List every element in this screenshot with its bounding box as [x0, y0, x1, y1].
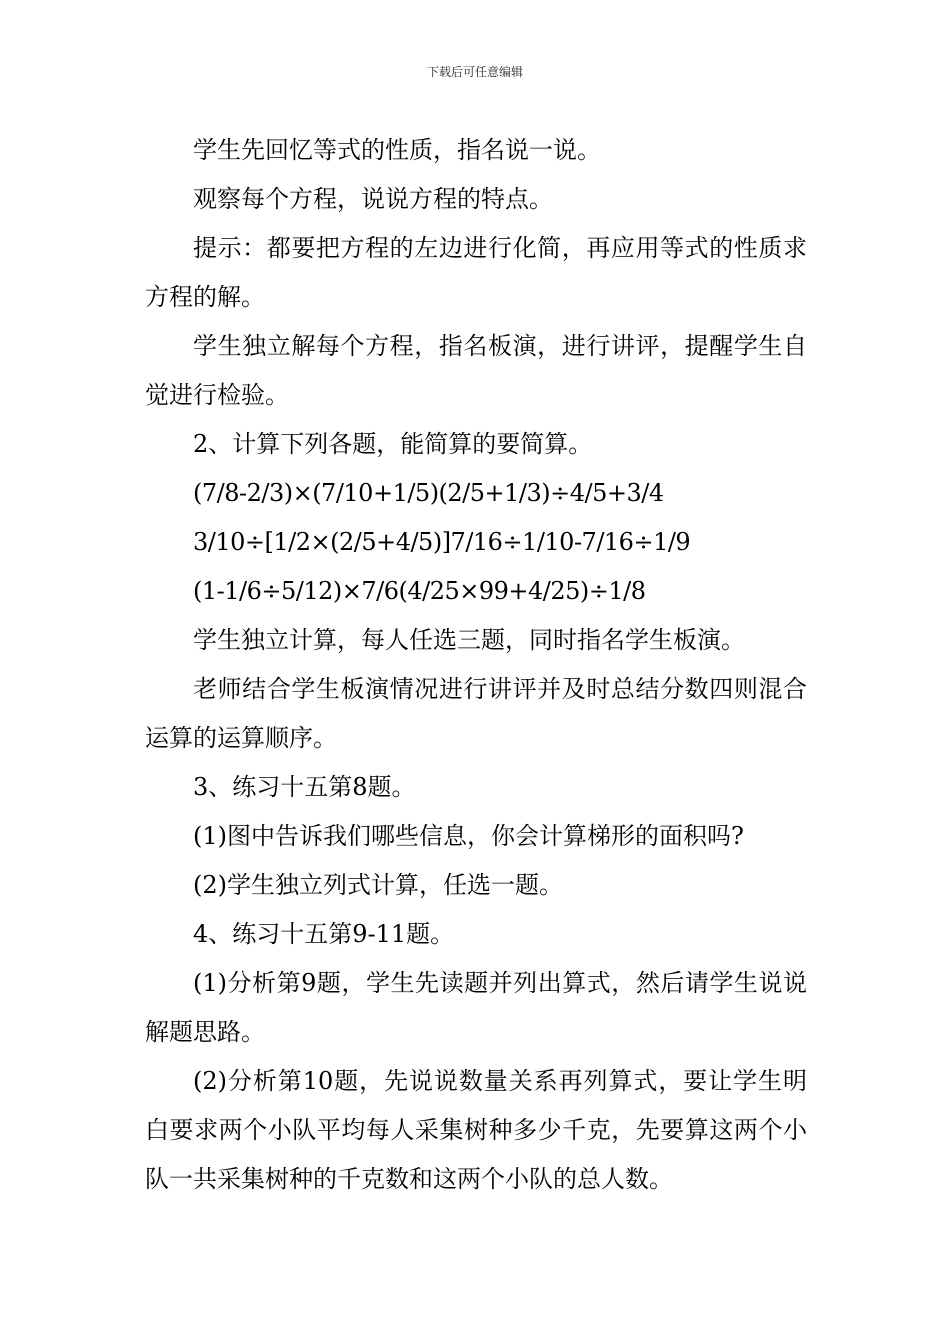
- formula-line-1: (7/8-2/3)×(7/10+1/5)(2/5+1/3)÷4/5+3/4: [193, 479, 664, 507]
- paragraph-observe-equations: 观察每个方程，说说方程的特点。: [193, 185, 553, 213]
- paragraph-recall-equation-properties: 学生先回忆等式的性质，指名说一说。: [193, 136, 601, 164]
- paragraph-task-3-item-1: (1)图中告诉我们哪些信息，你会计算梯形的面积吗?: [193, 822, 744, 850]
- paragraph-task-4-item-1: (1)分析第9题，学生先读题并列出算式，然后请学生说说解题思路。: [145, 969, 807, 1046]
- paragraph-choose-three: 学生独立计算，每人任选三题，同时指名学生板演。: [193, 626, 745, 654]
- paragraph-task-4-heading: 4、练习十五第9-11题。: [193, 920, 455, 948]
- paragraph-task-3-heading: 3、练习十五第8题。: [193, 773, 416, 801]
- document-body: [145, 126, 807, 1204]
- formula-line-3: (1-1/6÷5/12)×7/6(4/25×99+4/25)÷1/8: [193, 577, 646, 605]
- paragraph-teacher-summary: 老师结合学生板演情况进行讲评并及时总结分数四则混合运算的运算顺序。: [145, 675, 807, 752]
- paragraph-hint: 提示：都要把方程的左边进行化简，再应用等式的性质求方程的解。: [145, 234, 807, 311]
- formula-line-2: 3/10÷[1/2×(2/5+4/5)]7/16÷1/10-7/16÷1/9: [193, 528, 691, 556]
- paragraph-solve-independently: 学生独立解每个方程，指名板演，进行讲评，提醒学生自觉进行检验。: [145, 332, 807, 409]
- paragraph-task-2-heading: 2、计算下列各题，能简算的要简算。: [193, 430, 593, 458]
- paragraph-task-3-item-2: (2)学生独立列式计算，任选一题。: [193, 871, 563, 899]
- paragraph-task-4-item-2: (2)分析第10题，先说说数量关系再列算式，要让学生明白要求两个小队平均每人采集树种多少千克，先要算这两个小队一共采集树种的千克数和这两个小队的总人数。: [145, 1067, 807, 1193]
- page-header-note: 下载后可任意编辑: [426, 65, 523, 79]
